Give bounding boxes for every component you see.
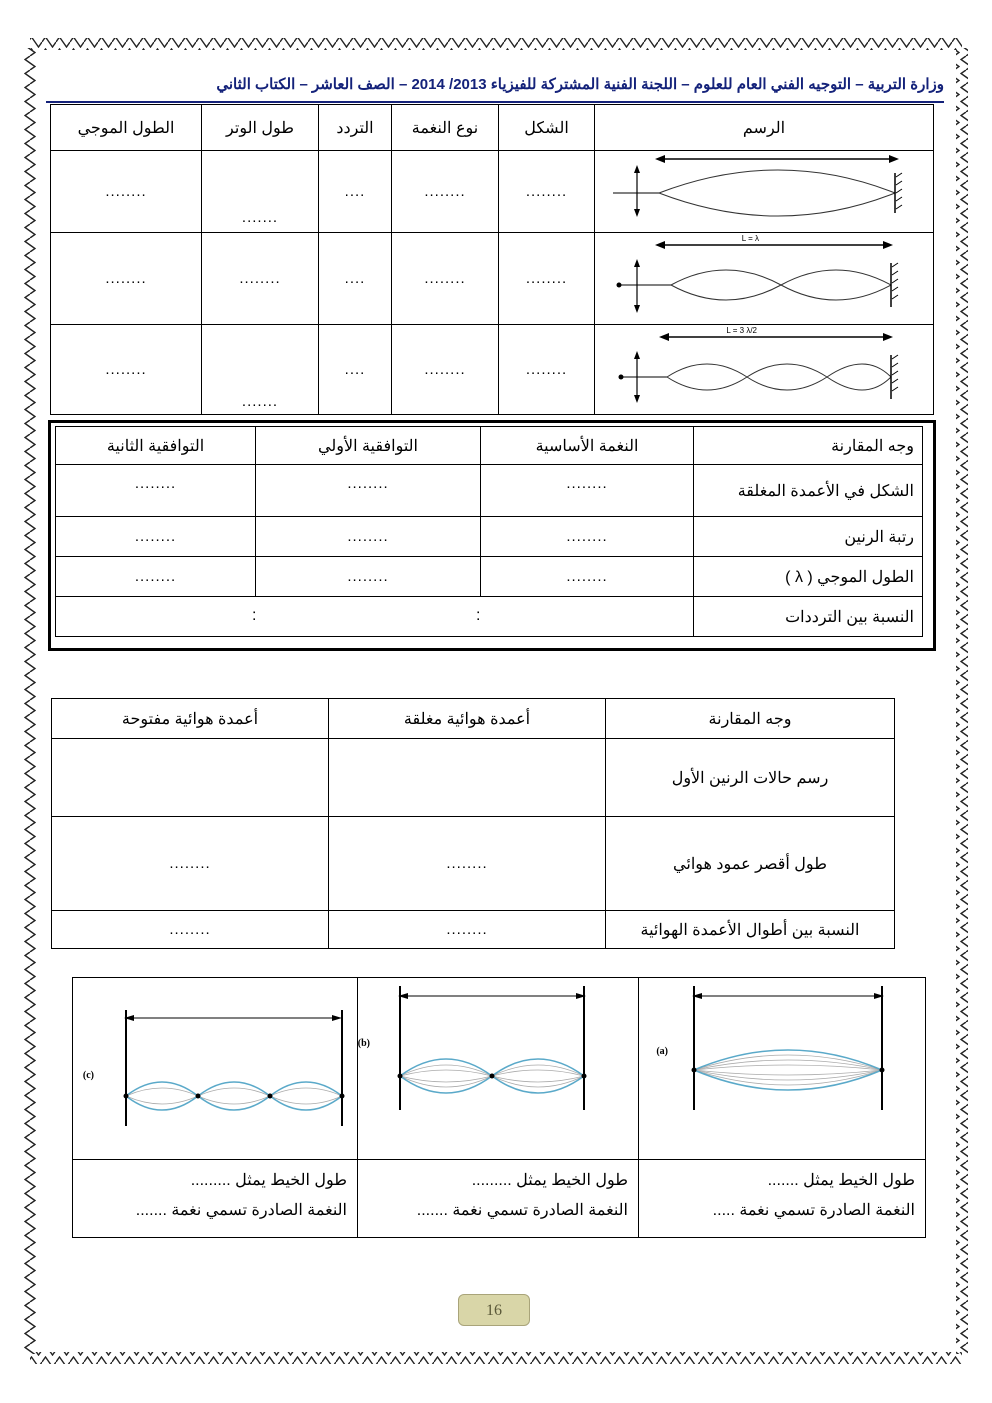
panel-a [639,978,926,1160]
table-header-row [51,105,934,151]
cell-value [329,739,606,817]
panel-b-caption [358,1160,639,1238]
col-header-comparison: وجه المقارنة [694,427,923,465]
table-header-row [56,427,923,465]
col-header-fundamental: النغمة الأساسية [481,427,694,465]
row-label: الشكل في الأعمدة المغلقة [694,465,923,517]
row3-shape: ........ [499,325,595,415]
caption-line: طول الخيط يمثل ......... [190,1172,347,1189]
panel-c-caption [73,1160,358,1238]
col-header-tone-type: نوع النغمة [392,105,499,151]
cell-value: ........ [56,557,256,597]
cell-value [52,739,329,817]
cell-value: ........ [256,465,481,517]
table-row [56,597,923,637]
table-row [52,817,895,911]
standing-wave-b-diagram [357,978,636,1154]
standing-waves-table [72,977,926,1238]
col-header-drawing: الرسم [595,105,934,151]
table-row [56,557,923,597]
caption-line: النغمة الصادرة تسمي نغمة ..... [712,1202,915,1219]
table-row [52,911,895,949]
row-label: النسبة بين أطوال الأعمدة الهوائية [606,911,895,949]
table-header-row [52,699,895,739]
col-header-wavelength: الطول الموجي [51,105,202,151]
cell-value: ........ [481,517,694,557]
ratio-separator: : [476,607,481,624]
col-header-frequency: التردد [319,105,392,151]
cell-value: ........ [56,517,256,557]
row2-wavelength: ........ [51,233,202,325]
cell-value: ........ [52,911,329,949]
string-second-harmonic-diagram [599,325,929,409]
table-row [51,151,934,233]
diagram-label: L = 3 λ/2 [726,326,757,335]
caption-row [73,1160,926,1238]
diagram-label: L = λ [741,234,759,243]
air-columns-table [51,698,895,949]
table-row [56,517,923,557]
row2-shape: ........ [499,233,595,325]
header-rule [46,101,944,103]
col-header-shape: الشكل [499,105,595,151]
table-row [51,325,934,415]
row1-frequency: .... [319,151,392,233]
row3-string-length: ....... [202,325,319,415]
panel-tag: (c) [82,1070,94,1081]
table-row [56,465,923,517]
row-label: الطول الموجي ( λ ) [694,557,923,597]
row-label: رتبة الرنين [694,517,923,557]
table-row [52,739,895,817]
page-header: وزارة التربية – التوجيه الفني العام للعلوم – اللجنة الفنية المشتركة للفيزياء 2013/ 2014 – الصف العاشر – الكتاب الثاني [216,76,944,93]
col-header-open-columns: أعمدة هوائية مفتوحة [52,699,329,739]
row-label: النسبة بين الترددات [694,597,923,637]
panel-b [358,978,639,1160]
caption-line: النغمة الصادرة تسمي نغمة ....... [135,1202,347,1219]
ratio-cell [56,597,694,637]
row1-shape: ........ [499,151,595,233]
row3-tone-type: ........ [392,325,499,415]
panel-a-caption [639,1160,926,1238]
diagram-row [73,978,926,1160]
string-diagram-1 [595,151,934,233]
col-header-second-harmonic: التوافقية الثانية [56,427,256,465]
panel-tag: (a) [656,1046,668,1057]
cell-value: ........ [329,911,606,949]
row3-frequency: .... [319,325,392,415]
col-header-string-length: طول الوتر [202,105,319,151]
table-row [51,233,934,325]
caption-line: طول الخيط يمثل ....... [767,1172,915,1189]
row3-wavelength: ........ [51,325,202,415]
cell-value: ........ [56,465,256,517]
closed-columns-table [55,426,923,637]
caption-line: طول الخيط يمثل ......... [471,1172,628,1189]
panel-c [73,978,358,1160]
row-label: طول أقصر عمود هوائي [606,817,895,911]
standing-wave-a-diagram [642,978,922,1154]
row1-tone-type: ........ [392,151,499,233]
cell-value: ........ [481,557,694,597]
row1-string-length: ....... [202,151,319,233]
col-header-first-harmonic: التوافقية الأولي [256,427,481,465]
string-fundamental-diagram [599,151,929,227]
page-number: 16 [458,1294,530,1326]
panel-tag: (b) [357,1038,370,1049]
string-diagram-2 [595,233,934,325]
row2-frequency: .... [319,233,392,325]
strings-table [50,104,934,415]
cell-value: ........ [481,465,694,517]
string-diagram-3 [595,325,934,415]
row-label: رسم حالات الرنين الأول [606,739,895,817]
row2-string-length: ........ [202,233,319,325]
cell-value: ........ [256,557,481,597]
cell-value: ........ [52,817,329,911]
standing-wave-c-diagram [74,978,356,1154]
col-header-closed-columns: أعمدة هوائية مغلقة [329,699,606,739]
cell-value: ........ [329,817,606,911]
row1-wavelength: ........ [51,151,202,233]
string-first-harmonic-diagram [599,233,929,319]
cell-value: ........ [256,517,481,557]
ratio-separator: : [252,607,257,624]
row2-tone-type: ........ [392,233,499,325]
caption-line: النغمة الصادرة تسمي نغمة ....... [416,1202,628,1219]
col-header-comparison: وجه المقارنة [606,699,895,739]
